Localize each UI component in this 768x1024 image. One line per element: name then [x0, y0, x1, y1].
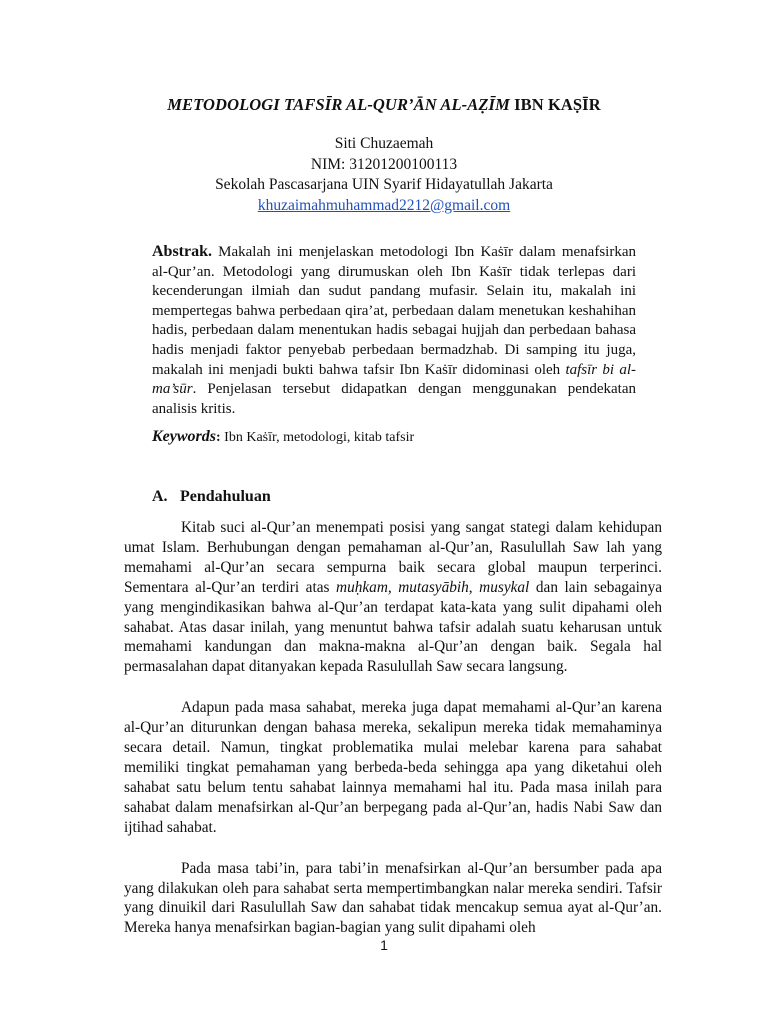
author-name: Siti Chuzaemah: [334, 135, 434, 152]
section-number: A.: [152, 488, 168, 505]
title-regular-part: IBN KAṢĪR: [514, 95, 601, 114]
paragraph-2: Adapun pada masa sahabat, mereka juga dapat memahami al-Qur’an karena al-Qur’an diturunkan dengan bahasa mereka, sekalipun mereka tidak memahaminya secara detail. Namun, tingkat problematika mulai melebar karena para sahabat memiliki tingkat pemahaman yang berbeda-beda sehingga apa yang diketahui oleh sahabat satu belum tentu sahabat lainnya memahami hal itu. Pada masa inilah para sahabat dalam menafsirkan al-Qur’an berpegang pada al-Qur’an, hadis Nabi Saw dan ijtihad sahabat.: [124, 699, 662, 836]
page-number: 1: [380, 937, 388, 953]
title-italic-part: METODOLOGI TAFSĪR AL-QUR’ĀN AL-AẒĪM: [167, 95, 510, 114]
paragraph-1-italic: muḥkam, mutasyābih, musykal: [336, 578, 530, 596]
abstract: [152, 242, 636, 419]
paragraph-1: [124, 518, 662, 677]
author-email-link[interactable]: khuzaimahmuhammad2212@gmail.com: [257, 196, 511, 214]
author-block: [0, 134, 768, 216]
keywords-label: Keywords: [152, 428, 216, 445]
author-nim: NIM: 31201200100113: [310, 155, 458, 173]
section-title: Pendahuluan: [180, 488, 271, 505]
body-text: [124, 518, 662, 959]
keywords: [152, 428, 636, 446]
abstract-text-2: . Penjelasan tersebut didapatkan dengan menggunakan pendekatan analisis kritis.: [152, 381, 636, 417]
section-heading: [152, 488, 271, 506]
author-institution: Sekolah Pascasarjana UIN Syarif Hidayatullah Jakarta: [215, 176, 553, 193]
paragraph-1-text-b: dan lain sebagainya yang mengindikasikan bahwa al-Qur’an terdapat kata-kata yang sulit dipahami oleh sahabat. Atas dasar inilah, yang menuntut bahwa tafsir adalah suatu keharusan untuk memahami kandungan dan makna-makna al-Qur’an dengan baik. Segala hal permasalahan dapat ditanyakan kepada Rasulullah Saw secara langsung.: [124, 578, 663, 676]
paragraph-1-text-a: Kitab suci al-Qur’an menempati posisi yang sangat stategi dalam kehidupan umat Islam. Berhubungan dengan pemahaman al-Qur’an, Rasulullah Saw lah yang memahami al-Qur’an secara sempurna baik secara global maupun terperinci. Sementara al-Qur’an terdiri atas: [124, 519, 662, 596]
keywords-text: Ibn Kaṡīr, metodologi, kitab tafsir: [224, 430, 415, 445]
abstract-italic-term: tafsīr bi al-ma’sūr: [152, 361, 636, 398]
keywords-colon: :: [216, 430, 221, 445]
paragraph-3: Pada masa tabi’in, para tabi’in menafsirkan al-Qur’an bersumber pada apa yang dilakukan oleh para sahabat serta mempertimbangkan nalar mereka sendiri. Tafsir yang dinuikil dari Rasulullah Saw dan sahabat tidak mencakup semua ayat al-Qur’an. Mereka hanya menafsirkan bagian-bagian yang sulit dipahami oleh: [124, 859, 662, 937]
abstract-label: Abstrak.: [152, 243, 213, 260]
abstract-text-1: Makalah ini menjelaskan metodologi Ibn Kaṡīr dalam menafsirkan al-Qur’an. Metodologi yang dirumuskan oleh Ibn Kaṡīr tidak terlepas dari kecenderungan ilmiah dan sudut pandang mufasir. Selain itu, makalah ini mempertegas bahwa perbedaan qira’at, perbedaan dalam menetukan keshahihan hadis, perbedaan dalam menentukan hadis sebagai hujjah dan perbedaan bahasa hadis menjadi faktor penyebab perbedaan bermadzhab. Di samping itu juga, makalah ini menjadi bukti bahwa tafsir Ibn Kaṡīr didominasi oleh: [152, 244, 636, 378]
paper-title: [0, 95, 768, 115]
